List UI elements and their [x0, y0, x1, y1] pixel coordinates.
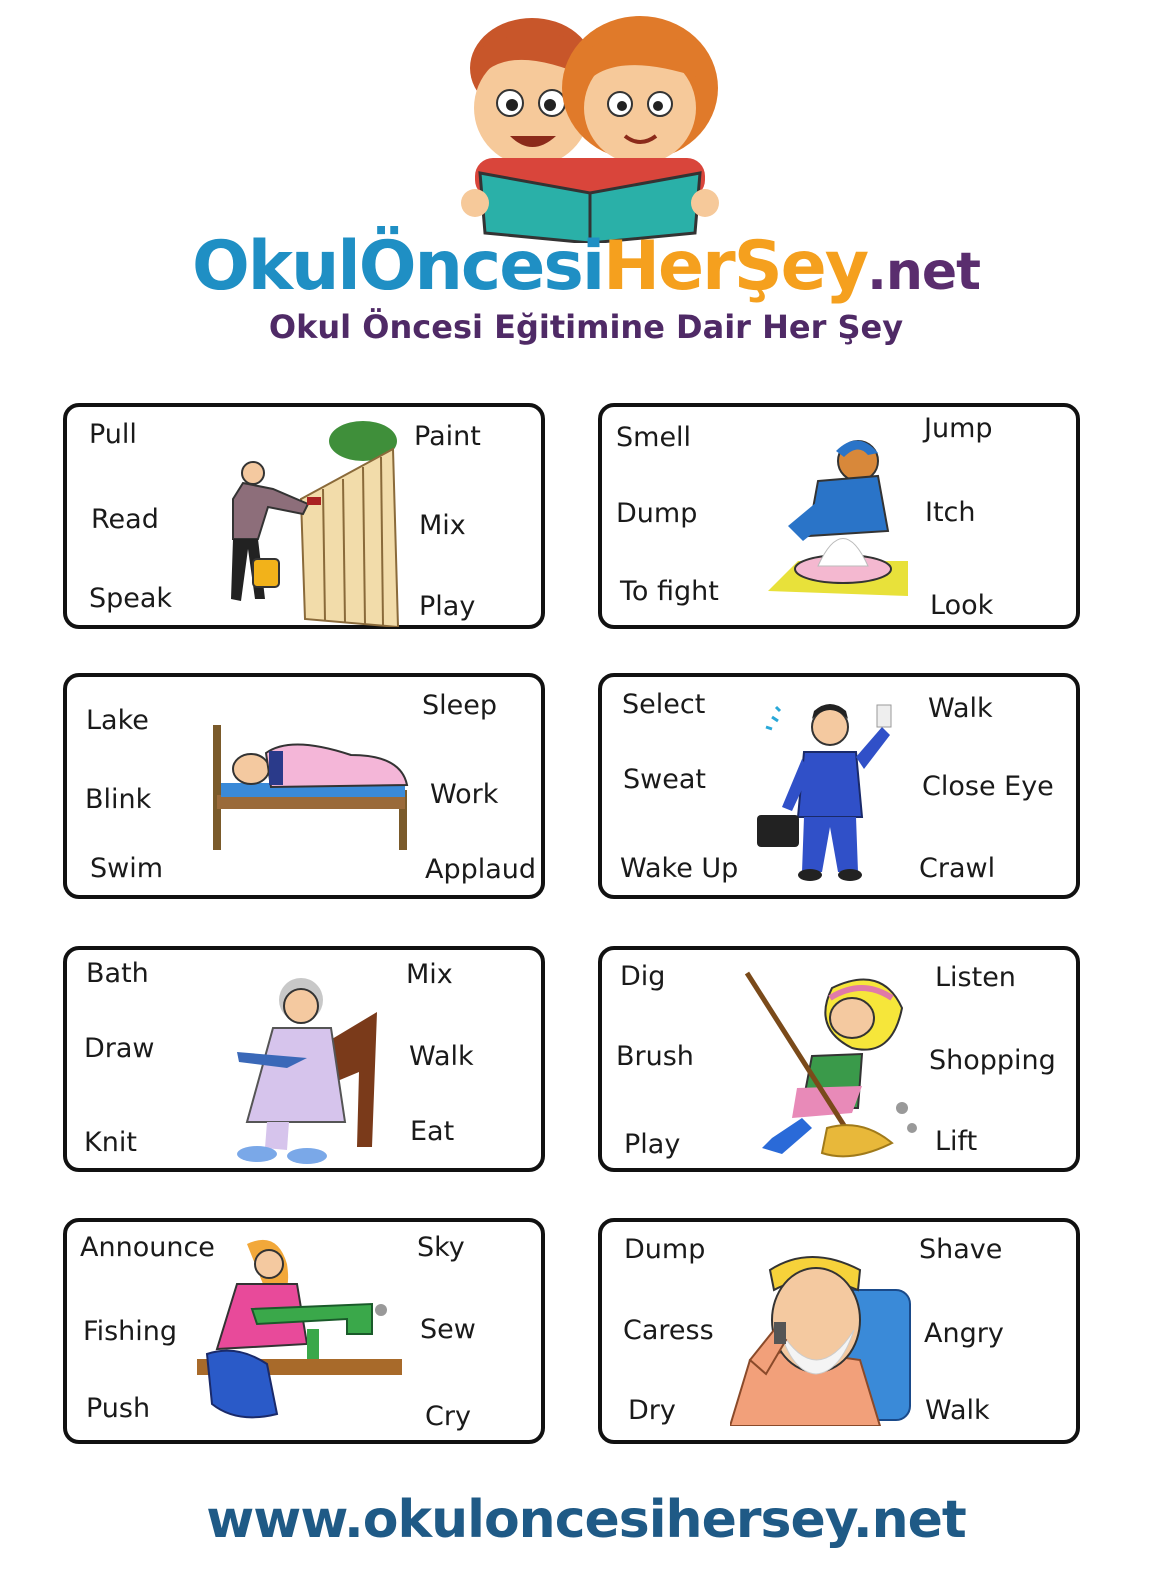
word-left-3: Swim — [90, 853, 164, 884]
word-left-3: Dry — [628, 1395, 676, 1426]
word-right-1: Walk — [928, 693, 993, 724]
verb-card — [63, 1218, 545, 1444]
word-left-3: Wake Up — [620, 853, 739, 884]
word-left-3: Speak — [89, 583, 173, 614]
word-right-3: Crawl — [919, 853, 996, 884]
word-right-2: Walk — [409, 1041, 474, 1072]
sewing-machine-illustration — [197, 1234, 407, 1424]
word-right-2: Shopping — [929, 1045, 1056, 1076]
word-right-3: Eat — [410, 1116, 455, 1147]
word-right-1: Mix — [406, 959, 453, 990]
verb-card — [63, 403, 545, 629]
logo-part-net: .net — [867, 242, 981, 302]
footer-website-url: www.okuloncesihersey.net — [206, 1490, 966, 1550]
word-right-2: Sew — [420, 1314, 476, 1345]
reading-kids-mascot-icon — [440, 8, 740, 243]
logo-part-hersey: HerŞey — [603, 227, 868, 306]
shaving-man-illustration — [730, 1250, 915, 1426]
word-right-2: Work — [430, 779, 499, 810]
word-left-1: Bath — [86, 958, 149, 989]
word-left-3: Play — [624, 1129, 681, 1160]
word-right-1: Shave — [919, 1234, 1003, 1265]
verb-card — [598, 1218, 1080, 1444]
word-left-2: Dump — [616, 498, 698, 529]
word-left-1: Select — [622, 689, 706, 720]
verb-card — [598, 946, 1080, 1172]
word-right-1: Listen — [935, 962, 1016, 993]
word-left-1: Lake — [86, 705, 149, 736]
verb-card — [598, 403, 1080, 629]
word-right-1: Jump — [924, 413, 993, 444]
logo-part-okuloncesi: OkulÖncesi — [191, 227, 604, 306]
word-left-3: Knit — [84, 1127, 137, 1158]
word-right-3: Cry — [425, 1401, 471, 1432]
word-left-1: Pull — [89, 419, 137, 450]
word-right-2: Mix — [419, 510, 466, 541]
word-left-1: Announce — [80, 1232, 215, 1263]
verb-card — [63, 673, 545, 899]
tagline: Okul Öncesi Eğitimine Dair Her Şey — [268, 308, 904, 346]
verb-card — [598, 673, 1080, 899]
word-left-2: Read — [91, 504, 159, 535]
sleeping-bed-illustration — [211, 725, 411, 855]
word-left-2: Caress — [623, 1315, 714, 1346]
word-left-3: To fight — [620, 576, 719, 607]
word-left-3: Push — [86, 1393, 151, 1424]
word-left-2: Blink — [85, 784, 152, 815]
mixing-bowl-illustration — [758, 431, 914, 601]
word-left-2: Draw — [84, 1033, 155, 1064]
word-right-3: Applaud — [425, 854, 537, 885]
knitting-grandma-illustration — [227, 972, 387, 1168]
word-left-2: Brush — [616, 1041, 694, 1072]
word-left-2: Sweat — [623, 764, 706, 795]
sweating-man-illustration — [752, 697, 902, 887]
word-left-1: Dig — [620, 961, 666, 992]
word-right-3: Walk — [925, 1395, 990, 1426]
word-left-2: Fishing — [83, 1316, 177, 1347]
sweeping-girl-illustration — [742, 968, 922, 1168]
site-logo — [0, 222, 1172, 317]
word-left-1: Dump — [624, 1234, 706, 1265]
word-right-2: Angry — [924, 1318, 1004, 1349]
word-right-3: Lift — [935, 1126, 978, 1157]
word-right-1: Sky — [417, 1232, 465, 1263]
word-left-1: Smell — [616, 422, 692, 453]
word-right-2: Close Eye — [922, 771, 1054, 802]
word-right-2: Itch — [925, 497, 976, 528]
word-right-3: Look — [930, 590, 994, 621]
word-right-1: Paint — [414, 421, 481, 452]
painting-fence-illustration — [213, 419, 403, 627]
word-right-1: Sleep — [422, 690, 498, 721]
verb-card — [63, 946, 545, 1172]
word-right-3: Play — [419, 591, 476, 622]
